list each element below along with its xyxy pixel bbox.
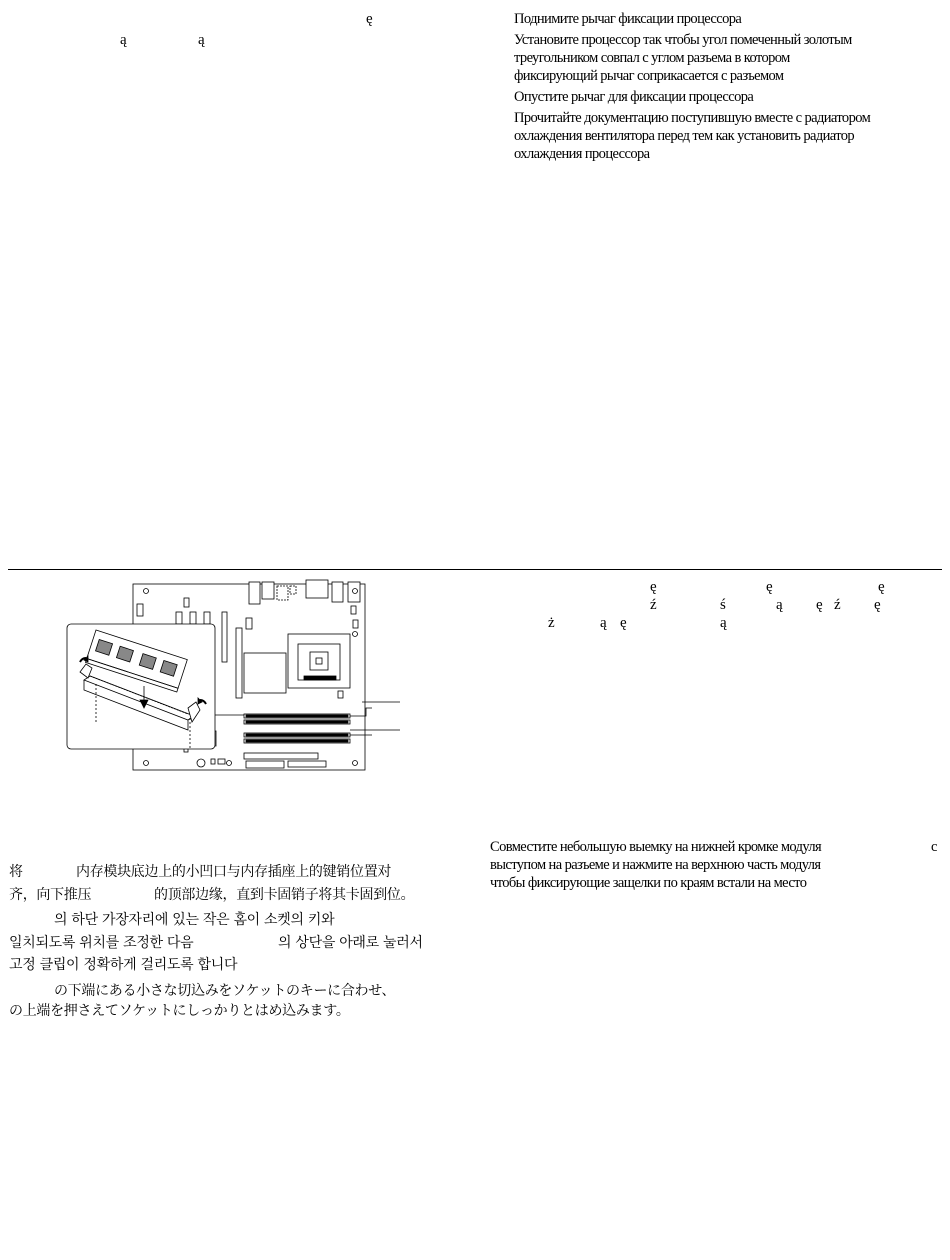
step-4-line: охлаждения процессора	[514, 146, 650, 162]
polish-glyph: ź	[834, 597, 841, 613]
ja-line: の上端を押さえてソケットにしっかりとはめ込みます。	[9, 1003, 350, 1019]
zh-line: 将	[9, 864, 23, 880]
polish-glyph: ę	[366, 11, 373, 27]
polish-glyph: ą	[600, 615, 607, 631]
zh-line: 的顶部边缘，直到卡固销子将其卡固到位。	[154, 887, 415, 903]
polish-glyph: ę	[620, 615, 627, 631]
step-4-line: охлаждения вентилятора перед тем как установить радиатор	[514, 128, 855, 144]
step-2-line: фиксирующий рычаг соприкасается с разъемом	[514, 68, 784, 84]
ru-line: с	[931, 839, 937, 855]
zh-line: 齐，向下推压	[9, 887, 92, 903]
polish-glyph: ą	[198, 32, 205, 48]
polish-glyph: ź	[650, 597, 657, 613]
step-3-line: Опустите рычаг для фиксации процессора	[514, 89, 754, 105]
polish-glyph: ś	[720, 597, 726, 613]
polish-glyph: ę	[874, 597, 881, 613]
ko-line: 의 상단을 아래로 눌러서	[278, 935, 423, 951]
step-4-line: Прочитайте документацию поступившую вместе с радиатором	[514, 110, 871, 126]
memory-module-install-diagram	[66, 578, 406, 773]
polish-glyph: ą	[776, 597, 783, 613]
polish-glyph: ą	[120, 32, 127, 48]
ru-line: выступом на разъеме и нажмите на верхнюю часть модуля	[490, 857, 821, 873]
step-2-line: Установите процессор так чтобы угол помеченный золотым	[514, 32, 852, 48]
ko-line: 일치되도록 위치를 조정한 다음	[9, 935, 194, 951]
step-2-line: треугольником совпал с углом разъема в котором	[514, 50, 790, 66]
polish-glyph: ą	[720, 615, 727, 631]
polish-glyph: ę	[766, 579, 773, 595]
zh-line: 内存模块底边上的小凹口与内存插座上的键销位置对	[76, 864, 392, 880]
ja-line: の下端にある小さな切込みをソケットのキーに合わせ、	[54, 983, 396, 999]
polish-glyph: ę	[816, 597, 823, 613]
step-1-line: Поднимите рычаг фиксации процессора	[514, 11, 742, 27]
ru-line: чтобы фиксирующие защелки по краям встали на место	[490, 875, 807, 891]
polish-glyph: ę	[878, 579, 885, 595]
ru-line: Совместите небольшую выемку на нижней кромке модуля	[490, 839, 822, 855]
ko-line: 고정 클립이 정확하게 걸리도록 합니다	[9, 957, 238, 973]
polish-glyph: ż	[548, 615, 555, 631]
polish-glyph: ę	[650, 579, 657, 595]
ko-line: 의 하단 가장자리에 있는 작은 홈이 소켓의 키와	[54, 912, 335, 928]
section-divider	[8, 569, 942, 570]
